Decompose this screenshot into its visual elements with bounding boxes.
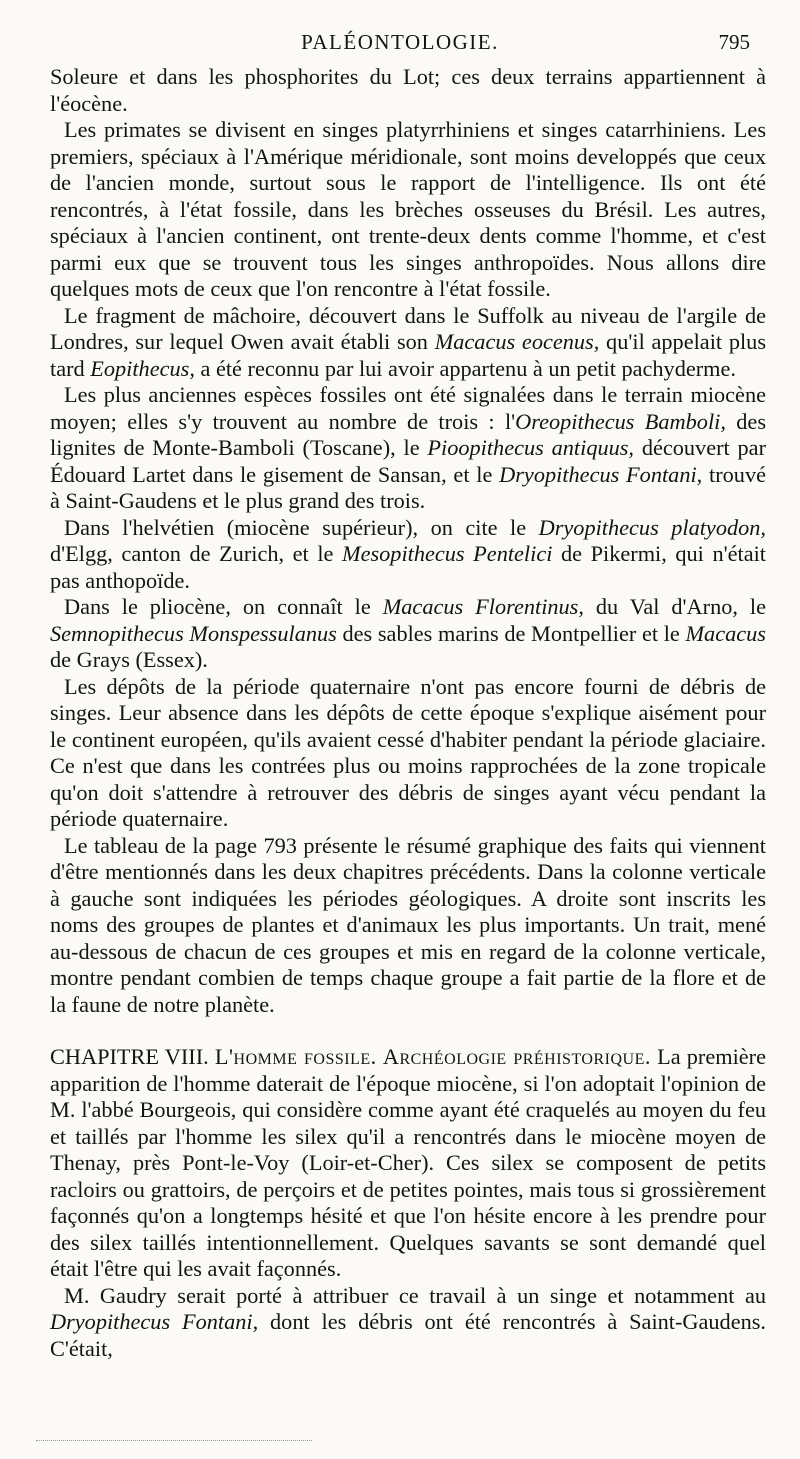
text-run: qu'il appelait plus tard [50,329,766,381]
chapter-subtitle: Archéologie préhistorique. [382,1044,651,1069]
text-run: d'Elgg, canton de Zurich, et le [50,541,342,566]
paragraph-text: La première apparition de l'homme daterait de l'époque miocène, si l'on adoptait l'opinion de M. l'abbé Bourgeois, qui considère comme ayant été craquelés au moyen du feu et taillés par l'homme les silex qu'il a rencontrés dans le miocène moyen de Thenay, près Pont-le-Voy (Loir-et-Cher). Ces silex se composent de petits racloirs ou grattoirs, de perçoirs et de petites pointes, mais tous si grossièrement façonnés qu'on a longtemps hésité et que l'on hésite encore à les prendre pour des silex taillés intentionnellement. Quelques savants se sont demandé quel était l'être qui les avait façonnés. [50,1044,767,1281]
text-run: Le fragment de mâchoire, découvert dans le Suffolk au niveau de l'argile de Londres, sur lequel Owen avait établi son [50,302,766,354]
running-title: PALÉONTOLOGIE. [301,30,499,54]
paragraph-3 [50,303,766,383]
footer-dotted-rule [36,1440,312,1441]
text-run: M. Gaudry serait porté à attribuer ce travail à un singe et notamment au [64,1282,766,1308]
paragraph-text: Le tableau de la page 793 présente le résumé graphique des faits qui viennent d'être mentionnés dans les deux chapitres précédents. Dans la colonne verticale à gauche sont indiquées les périodes géologiques. A droite sont inscrits les noms des groupes de plantes et d'animaux les plus importants. Un trait, mené au-dessous de chacun de ces groupes et mis en regard de la colonne verticale, montre pendant combien de temps chaque groupe a fait partie de la flore et de la faune de notre planète. [50,832,766,1017]
species-name: Macacus [685,620,766,646]
species-name: Macacus Florentinus, [382,594,584,619]
species-name: Dryopithecus Fontani, [50,1309,259,1334]
chapter-title: L'homme fossile. [214,1044,377,1069]
text-run: Les plus anciennes espèces fossiles ont été signalées dans le terrain miocène moyen; elles s'y trouvent au nombre de trois : l' [50,382,766,434]
species-name: Macacus eocenus, [434,329,600,354]
paragraph-2 [50,117,766,303]
paragraph-6 [50,594,766,674]
species-name: Pioopithecus antiquus, [427,435,635,460]
species-name: Oreopithecus Bamboli, [515,408,726,434]
paragraph-last [50,1283,766,1363]
page-number: 795 [718,30,750,54]
paragraph-text: Les dépôts de la période quaternaire n'ont pas encore fourni de débris de singes. Leur absence dans les dépôts de cette époque s'explique aisément pour le continent européen, qu'ils avaient cessé d'habiter pendant la période glaciaire. Ce n'est que dans les contrées plus ou moins rapprochées de la zone tropicale qu'on doit s'attendre à retrouver des débris de singes ayant vécu pendant la période quaternaire. [50,673,766,831]
chapter-heading-paragraph [50,1044,766,1283]
text-run: a été reconnu par lui avoir appartenu à un petit pachyderme. [194,355,736,381]
text-run: du Val d'Arno, le [583,594,766,619]
text-run: Dans le pliocène, on connaît le [64,594,383,619]
text-run: des lignites de Monte-Bamboli (Toscane), le [50,408,766,460]
species-name: Dryopithecus Fontani, [499,461,703,487]
species-name: Semnopithecus Monspessulanus [50,620,337,646]
paragraph-7 [50,674,766,833]
paragraph-text: Soleure et dans les phosphorites du Lot; ces deux terrains appartiennent à l'éocène. [50,64,766,116]
text-run: dont les débris ont été rencontrés à Saint-Gaudens. C'était, [50,1309,766,1361]
text-run: de Pikermi, qui n'était pas anthopoïde. [50,541,766,593]
text-run: des sables marins de Montpellier et le [336,620,686,646]
chapter-number: CHAPITRE VIII. [50,1044,209,1069]
species-name: Eopithecus, [90,355,195,381]
paragraph-1 [50,64,766,117]
paragraph-5 [50,515,766,595]
species-name: Mesopithecus Pentelici [342,541,553,566]
text-run: Dans l'helvétien (miocène supérieur), on cite le [64,514,539,540]
paragraph-text: Les primates se divisent en singes platyrrhiniens et singes catarrhiniens. Les premiers, spéciaux à l'Amérique méridionale, sont moins developpés que ceux de l'ancien monde, surtout sous le rapport de l'intelligence. Ils ont été rencontrés, à l'état fossile, dans les brèches osseuses du Brésil. Les autres, spéciaux à l'ancien continent, ont trente-deux dents comme l'homme, et c'est parmi eux que se trouvent tous les singes anthropoïdes. Nous allons dire quelques mots de ceux que l'on rencontre à l'état fossile. [50,117,766,301]
text-run: trouvé à Saint-Gaudens et le plus grand des trois. [50,461,766,513]
page-body [50,64,766,1362]
page-header [0,30,800,60]
paragraph-8 [50,833,766,1019]
paragraph-4 [50,382,766,515]
text-run: de Grays (Essex). [50,647,208,672]
species-name: Dryopithecus platyodon, [538,514,766,540]
text-run: découvert par Édouard Lartet dans le gisement de Sansan, et le [50,435,766,487]
